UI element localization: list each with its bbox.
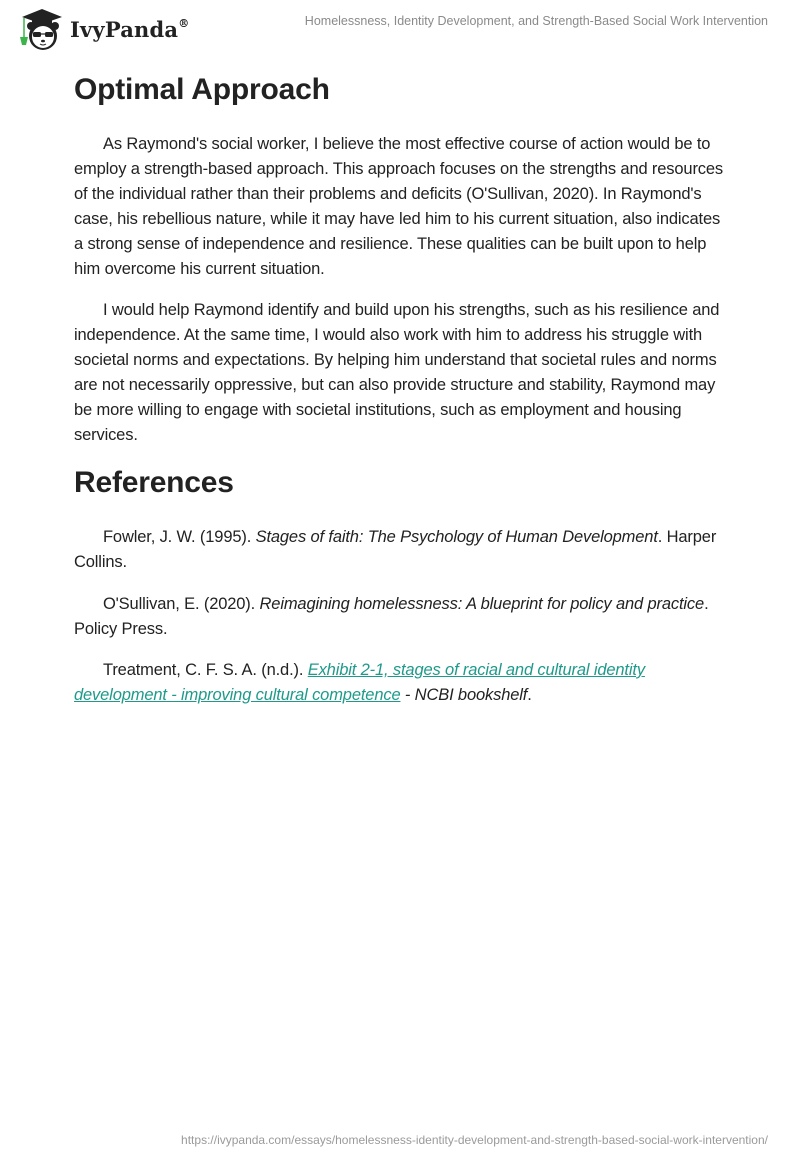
reference-link[interactable]: Exhibit 2-1, stages of racial and cultural identity development - improving cultural competence [74, 661, 645, 704]
reference-item: Treatment, C. F. S. A. (n.d.). Exhibit 2-1, stages of racial and cultural identity development - improving cultural competence - NCBI bookshelf. [74, 661, 645, 704]
ivypanda-logo[interactable] [18, 7, 189, 51]
reference-title: Stages of faith: The Psychology of Human Development [255, 528, 658, 546]
reference-item: O'Sullivan, E. (2020). Reimagining homelessness: A blueprint for policy and practice. Policy Press. [74, 595, 709, 638]
reference-item: Fowler, J. W. (1995). Stages of faith: The Psychology of Human Development. Harper Collins. [74, 528, 717, 571]
paragraph: I would help Raymond identify and build upon his strengths, such as his resilience and independence. At the same time, I would also work with him to address his struggle with societal norms and expectations. By helping him understand that societal rules and norms are not necessarily oppressive, but can also provide structure and stability, Raymond may be more willing to engage with societal institutions, such as employment and housing services. [74, 301, 720, 444]
document-title: Homelessness, Identity Development, and Strength-Based Social Work Intervention [304, 14, 768, 28]
section-heading-references: References [74, 466, 234, 499]
panda-graduate-icon [18, 7, 64, 51]
logo-text: IvyPanda® [70, 16, 190, 42]
page-header [0, 0, 800, 56]
section-heading-optimal-approach: Optimal Approach [74, 73, 330, 106]
source-url: https://ivypanda.com/essays/homelessness-identity-development-and-strength-based-social-work-intervention/ [181, 1133, 768, 1147]
reference-title: Reimagining homelessness: A blueprint for policy and practice [259, 595, 705, 613]
paragraph: As Raymond's social worker, I believe the most effective course of action would be to employ a strength-based approach. This approach focuses on the strengths and resources of the individual rather than their problems and deficits (O'Sullivan, 2020). In Raymond's case, his rebellious nature, while it may have led him to his current situation, also indicates a strong sense of independence and resilience. These qualities can be built upon to help him overcome his current situation. [74, 135, 724, 278]
